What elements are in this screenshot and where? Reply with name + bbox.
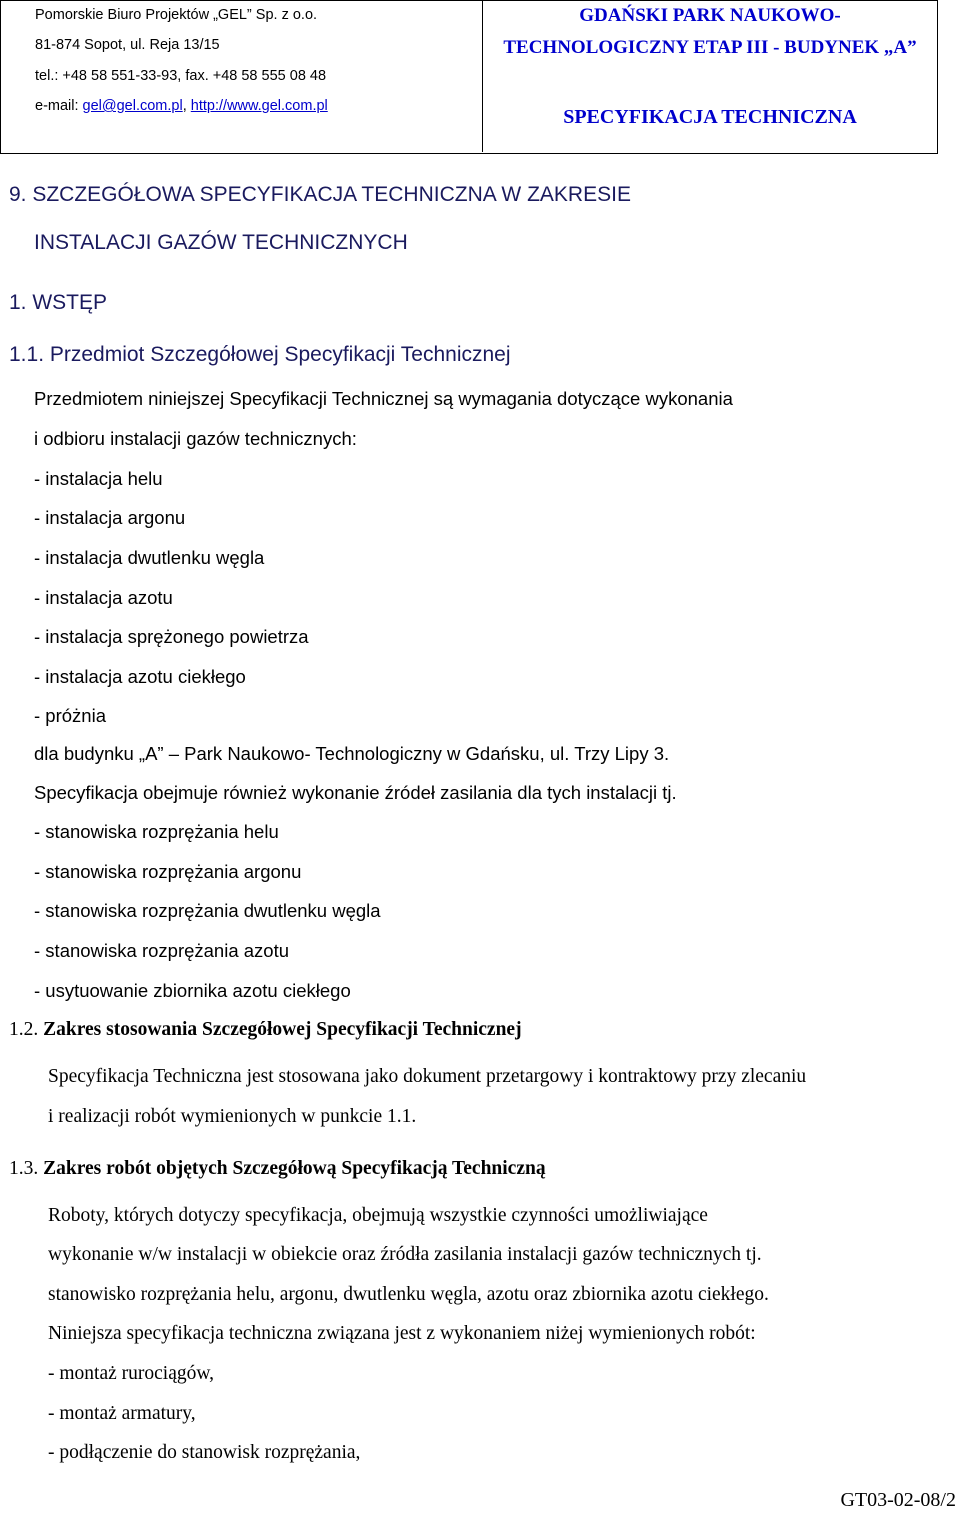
s13-line: Roboty, których dotyczy specyfikacja, obejmują wszystkie czynności umożliwiające — [48, 1205, 708, 1226]
list-item: - stanowiska rozprężania azotu — [34, 940, 290, 961]
list-item: - instalacja argonu — [34, 507, 186, 528]
list-item: - instalacja azotu ciekłego — [34, 666, 246, 687]
list-item: - podłączenie do stanowisk rozprężania, — [48, 1442, 361, 1463]
list-item: - stanowiska rozprężania argonu — [34, 861, 302, 882]
list-item: - stanowiska rozprężania helu — [34, 821, 279, 842]
subsection-1-3-heading — [9, 1158, 546, 1180]
document-header — [0, 0, 938, 154]
subsection-1-2-heading — [9, 1019, 522, 1041]
email-prefix: e-mail: — [35, 98, 83, 114]
section-title-line-1: 9. SZCZEGÓŁOWA SPECYFIKACJA TECHNICZNA W ZAKRESIE — [9, 183, 631, 206]
project-title-line-1: GDAŃSKI PARK NAUKOWO- — [579, 5, 841, 26]
subsection-title: Zakres robót objętych Szczegółową Specyfikacją Techniczną — [38, 1158, 546, 1179]
subsection-number: 1.1. — [9, 343, 45, 366]
project-info — [483, 1, 937, 152]
list-item: - montaż rurociągów, — [48, 1363, 215, 1384]
company-contact — [35, 98, 328, 114]
s11-line: Specyfikacja obejmuje również wykonanie źródeł zasilania dla tych instalacji tj. — [34, 782, 677, 803]
subsection-number: 1.2. — [9, 1019, 39, 1040]
intro-heading: 1. WSTĘP — [9, 291, 108, 314]
list-item: - instalacja dwutlenku węgla — [34, 547, 265, 568]
s11-line: Przedmiotem niniejszej Specyfikacji Technicznej są wymagania dotyczące wykonania — [34, 388, 733, 409]
company-name: Pomorskie Biuro Projektów „GEL” Sp. z o.o. — [35, 7, 318, 23]
list-item: - stanowiska rozprężania dwutlenku węgla — [34, 900, 381, 921]
subsection-title: Zakres stosowania Szczegółowej Specyfikacji Technicznej — [38, 1019, 522, 1040]
s12-line: i realizacji robót wymienionych w punkcie 1.1. — [48, 1106, 417, 1127]
document-type: SPECYFIKACJA TECHNICZNA — [563, 106, 857, 128]
s13-line: wykonanie w/w instalacji w obiekcie oraz źródła zasilania instalacji gazów technicznych tj. — [48, 1244, 762, 1265]
company-phone: tel.: +48 58 551-33-93, fax. +48 58 555 08 48 — [35, 68, 327, 84]
s13-line: stanowisko rozprężania helu, argonu, dwutlenku węgla, azotu oraz zbiornika azotu ciekłego. — [48, 1284, 769, 1305]
list-item: - próżnia — [34, 705, 106, 726]
list-item: - instalacja sprężonego powietrza — [34, 626, 309, 647]
company-address: 81-874 Sopot, ul. Reja 13/15 — [35, 37, 220, 53]
subsection-number: 1.3. — [9, 1158, 39, 1179]
document-code: GT03-02-08/2 — [840, 1489, 956, 1511]
section-title-line-2: INSTALACJI GAZÓW TECHNICZNYCH — [34, 231, 408, 254]
s13-line: Niniejsza specyfikacja techniczna związana jest z wykonaniem niżej wymienionych robót: — [48, 1323, 756, 1344]
list-item: - instalacja helu — [34, 468, 163, 489]
subsection-1-1-heading — [9, 343, 511, 367]
s11-line: i odbioru instalacji gazów technicznych: — [34, 428, 357, 449]
subsection-title: Przedmiot Szczegółowej Specyfikacji Technicznej — [44, 343, 511, 366]
email-link[interactable]: gel@gel.com.pl — [82, 98, 183, 114]
list-item: - usytuowanie zbiornika azotu ciekłego — [34, 980, 351, 1001]
project-title-line-2: TECHNOLOGICZNY ETAP III - BUDYNEK „A” — [503, 37, 917, 58]
s12-line: Specyfikacja Techniczna jest stosowana jako dokument przetargowy i kontraktowy przy zlecaniu — [48, 1066, 807, 1087]
list-item: - instalacja azotu — [34, 587, 173, 608]
website-link[interactable]: http://www.gel.com.pl — [190, 98, 328, 114]
list-item: - montaż armatury, — [48, 1403, 196, 1424]
s11-line: dla budynku „A” – Park Naukowo- Technologiczny w Gdańsku, ul. Trzy Lipy 3. — [34, 743, 670, 764]
contact-separator: , — [182, 98, 191, 114]
company-info — [1, 1, 483, 152]
